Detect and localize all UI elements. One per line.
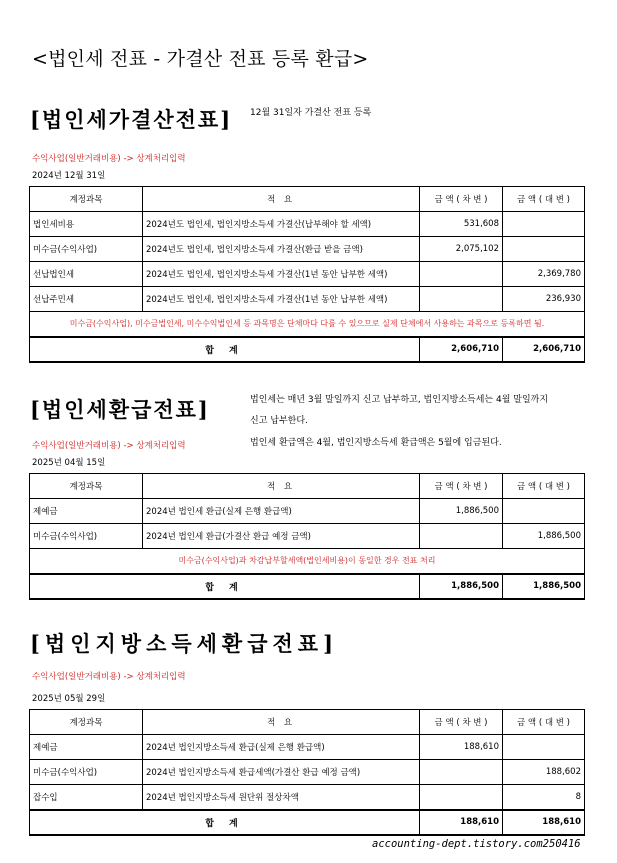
total-row [30, 574, 585, 599]
account-cell: 제예금 [30, 735, 143, 760]
credit-cell: 1,886,500 [503, 524, 585, 549]
total-debit: 2,606,710 [420, 337, 503, 362]
account-cell: 제예금 [30, 499, 143, 524]
total-debit: 188,610 [420, 810, 503, 835]
account-cell: 미수금(수익사업) [30, 760, 143, 785]
section1-voucher-table [29, 186, 585, 363]
section1-note: 12월 31일자 가결산 전표 등록 [250, 108, 372, 118]
section3-voucher-table [29, 709, 585, 836]
total-label: 합 계 [30, 574, 420, 599]
remark-cell: 미수금(수익사업), 미수금법인세, 미수수익법인세 등 과목명은 단체마다 다를 수 있으므로 실제 단체에서 사용하는 과목으로 등록하면 됨. [30, 312, 585, 337]
section2-title: [법인세환급전표] [30, 397, 210, 422]
debit-cell: 531,608 [420, 212, 503, 237]
account-cell: 선납법인세 [30, 262, 143, 287]
credit-cell: 236,930 [503, 287, 585, 312]
debit-cell: 2,075,102 [420, 237, 503, 262]
total-label: 합 계 [30, 810, 420, 835]
account-cell: 미수금(수익사업) [30, 524, 143, 549]
total-row [30, 810, 585, 835]
description-cell: 2024년 법인지방소득세 환급(실제 은행 환급액) [143, 735, 420, 760]
credit-cell [503, 735, 585, 760]
remark-cell: 미수금(수익사업)과 차감납부할세액(법인세비용)이 동일한 경우 전표 처리 [30, 549, 585, 574]
table-row [30, 524, 585, 549]
table-row [30, 785, 585, 810]
description-cell: 2024년 법인세 환급(실제 은행 환급액) [143, 499, 420, 524]
debit-cell [420, 262, 503, 287]
debit-cell [420, 524, 503, 549]
header-description: 적 요 [143, 474, 420, 499]
account-cell: 미수금(수익사업) [30, 237, 143, 262]
credit-cell: 188,602 [503, 760, 585, 785]
section1-subtitle: 수익사업(일반거래비용) -> 상계처리입력 [32, 154, 186, 164]
total-row [30, 337, 585, 362]
header-description: 적 요 [143, 187, 420, 212]
table-row [30, 735, 585, 760]
table-header-row [30, 474, 585, 499]
header-debit: 금 액 ( 차 변 ) [420, 187, 503, 212]
section1-date: 2024년 12월 31일 [32, 171, 106, 181]
description-cell: 2024년 법인지방소득세 환급세액(가결산 환급 예정 금액) [143, 760, 420, 785]
account-cell: 선납주민세 [30, 287, 143, 312]
section2-note-line1: 법인세는 매년 3월 말일까지 신고 납부하고, 법인지방소득세는 4월 말일까지 [250, 395, 549, 405]
header-credit: 금 액 ( 대 변 ) [503, 710, 585, 735]
account-cell: 잡수입 [30, 785, 143, 810]
description-cell: 2024년도 법인세, 법인지방소득세 가결산(1년 동안 납부한 세액) [143, 287, 420, 312]
header-debit: 금 액 ( 차 변 ) [420, 474, 503, 499]
description-cell: 2024년도 법인세, 법인지방소득세 가결산(납부해야 할 세액) [143, 212, 420, 237]
header-credit: 금 액 ( 대 변 ) [503, 187, 585, 212]
section3-date: 2025년 05월 29일 [32, 694, 106, 704]
total-debit: 1,886,500 [420, 574, 503, 599]
header-credit: 금 액 ( 대 변 ) [503, 474, 585, 499]
total-credit: 2,606,710 [503, 337, 585, 362]
section2-note-line2: 신고 납부한다. [250, 416, 308, 426]
account-cell: 법인세비용 [30, 212, 143, 237]
header-debit: 금 액 ( 차 변 ) [420, 710, 503, 735]
section2-date: 2025년 04월 15일 [32, 458, 106, 468]
table-row [30, 237, 585, 262]
total-credit: 188,610 [503, 810, 585, 835]
table-row [30, 760, 585, 785]
credit-cell [503, 499, 585, 524]
credit-cell: 2,369,780 [503, 262, 585, 287]
table-row [30, 262, 585, 287]
table-header-row [30, 187, 585, 212]
description-cell: 2024년도 법인세, 법인지방소득세 가결산(환급 받을 금액) [143, 237, 420, 262]
remark-row [30, 312, 585, 337]
credit-cell [503, 237, 585, 262]
document-title: <법인세 전표 - 가결산 전표 등록 환급> [32, 48, 369, 70]
credit-cell [503, 212, 585, 237]
table-row [30, 212, 585, 237]
description-cell: 2024년 법인지방소득세 원단위 절상차액 [143, 785, 420, 810]
header-description: 적 요 [143, 710, 420, 735]
section2-voucher-table [29, 473, 585, 600]
total-label: 합 계 [30, 337, 420, 362]
section3-title: [법인지방소득세환급전표] [30, 631, 339, 656]
header-account: 계정과목 [30, 710, 143, 735]
section2-note-line3: 법인세 환급액은 4월, 법인지방소득세 환급액은 5월에 입금된다. [250, 438, 502, 448]
debit-cell [420, 287, 503, 312]
header-account: 계정과목 [30, 187, 143, 212]
table-row [30, 287, 585, 312]
debit-cell [420, 785, 503, 810]
debit-cell: 1,886,500 [420, 499, 503, 524]
table-header-row [30, 710, 585, 735]
table-row [30, 499, 585, 524]
remark-row [30, 549, 585, 574]
footer-watermark: accounting-dept.tistory.com250416 [372, 838, 581, 850]
header-account: 계정과목 [30, 474, 143, 499]
section1-title: [법인세가결산전표] [30, 107, 233, 132]
section2-subtitle: 수익사업(일반거래비용) -> 상계처리입력 [32, 441, 186, 451]
description-cell: 2024년도 법인세, 법인지방소득세 가결산(1년 동안 납부한 세액) [143, 262, 420, 287]
section3-subtitle: 수익사업(일반거래비용) -> 상계처리입력 [32, 672, 186, 682]
description-cell: 2024년 법인세 환급(가결산 환급 예정 금액) [143, 524, 420, 549]
debit-cell [420, 760, 503, 785]
debit-cell: 188,610 [420, 735, 503, 760]
total-credit: 1,886,500 [503, 574, 585, 599]
credit-cell: 8 [503, 785, 585, 810]
